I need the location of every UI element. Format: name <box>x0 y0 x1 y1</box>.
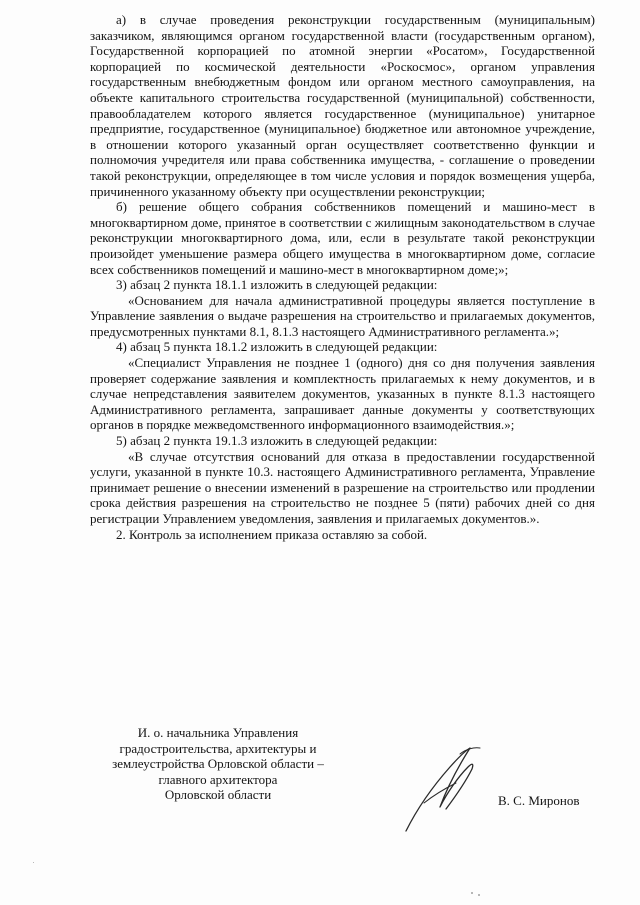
paragraph-subclause-b: б) решение общего собрания собственников помещений и машино-мест в многоквартирном доме, принятое в соответствии с жилищным законодательством в случае реконструкции многоквартирного дома, или, если в результате такой реконструкции произойдет уменьшение размера общего имущества в многоквартирном доме, согласие всех собственников помещений и машино-мест в многоквартирном доме;»; <box>90 199 595 277</box>
signatory-title-line: главного архитектора <box>158 771 278 787</box>
signatory-title-line: землеустройства Орловской области – <box>112 756 324 772</box>
scan-speck <box>33 862 34 863</box>
scan-speck <box>478 894 480 896</box>
paragraph-amendment-3: 3) абзац 2 пункта 18.1.1 изложить в следующей редакции: <box>116 277 438 293</box>
paragraph-quote-19-1-3: «В случае отсутствия оснований для отказа в предоставлении государственной услуги, указанной в пункте 10.3. настоящего Административного регламента, Управление принимает решение о внесении изменений в разрешение на строительство или продлении срока действия разрешения на строительство не позднее 5 (пяти) рабочих дней со дня регистрации Управлением уведомления, заявления и прилагаемых документов.». <box>90 448 595 526</box>
signatory-title-line: И. о. начальника Управления <box>137 725 299 740</box>
paragraph-quote-18-1-1: «Основанием для начала административной процедуры является поступление в Управление заявления о выдаче разрешения на строительство и прилагаемых документов, предусмотренных пунктами 8.1, 8.1.3 настоящего Административного регламента.»; <box>90 292 595 339</box>
document-body <box>90 12 595 542</box>
paragraph-amendment-4: 4) абзац 5 пункта 18.1.2 изложить в следующей редакции: <box>116 339 438 355</box>
paragraph-control-clause: 2. Контроль за исполнением приказа оставляю за собой. <box>116 526 428 542</box>
handwritten-signature-icon <box>400 745 485 835</box>
paragraph-quote-18-1-2: «Специалист Управления не позднее 1 (одного) дня со дня получения заявления проверяет содержание заявления и комплектность прилагаемых к нему документов, и в случае непредставления заявителем документов, указанных в пункте 8.1.3 настоящего Административного регламента, запрашивает данные документы у соответствующих органов в порядке межведомственного информационного взаимодействия.»; <box>90 355 595 433</box>
signer-name: В. С. Миронов <box>498 793 580 808</box>
paragraph-subclause-a: а) в случае проведения реконструкции государственным (муниципальным) заказчиком, являющимся органом государственной власти (государственным органом), Государственной корпорацией по атомной энергии «Росатом», Государственной корпорацией по космической деятельности «Роскосмос», органом управления государственным внебюджетным фондом или органом местного самоуправления, на объекте капитального строительства государственной (муниципальной) собственности, правообладателем которого является государственное (муниципальное) унитарное предприятие, государственное (муниципальное) бюджетное или автономное учреждение, в отношении которого указанный орган осуществляет соответственно функции и полномочия учредителя или права собственника имущества, - соглашение о проведении такой реконструкции, определяющее в том числе условия и порядок возмещения ущерба, причиненного указанному объекту при осуществлении реконструкции; <box>90 12 595 199</box>
scan-speck <box>471 892 473 894</box>
signatory-title <box>88 725 348 803</box>
signatory-title-line: Орловской области <box>164 787 272 803</box>
signatory-title-line: градостроительства, архитектуры и <box>119 740 317 756</box>
paragraph-amendment-5: 5) абзац 2 пункта 19.1.3 изложить в следующей редакции: <box>116 433 438 449</box>
